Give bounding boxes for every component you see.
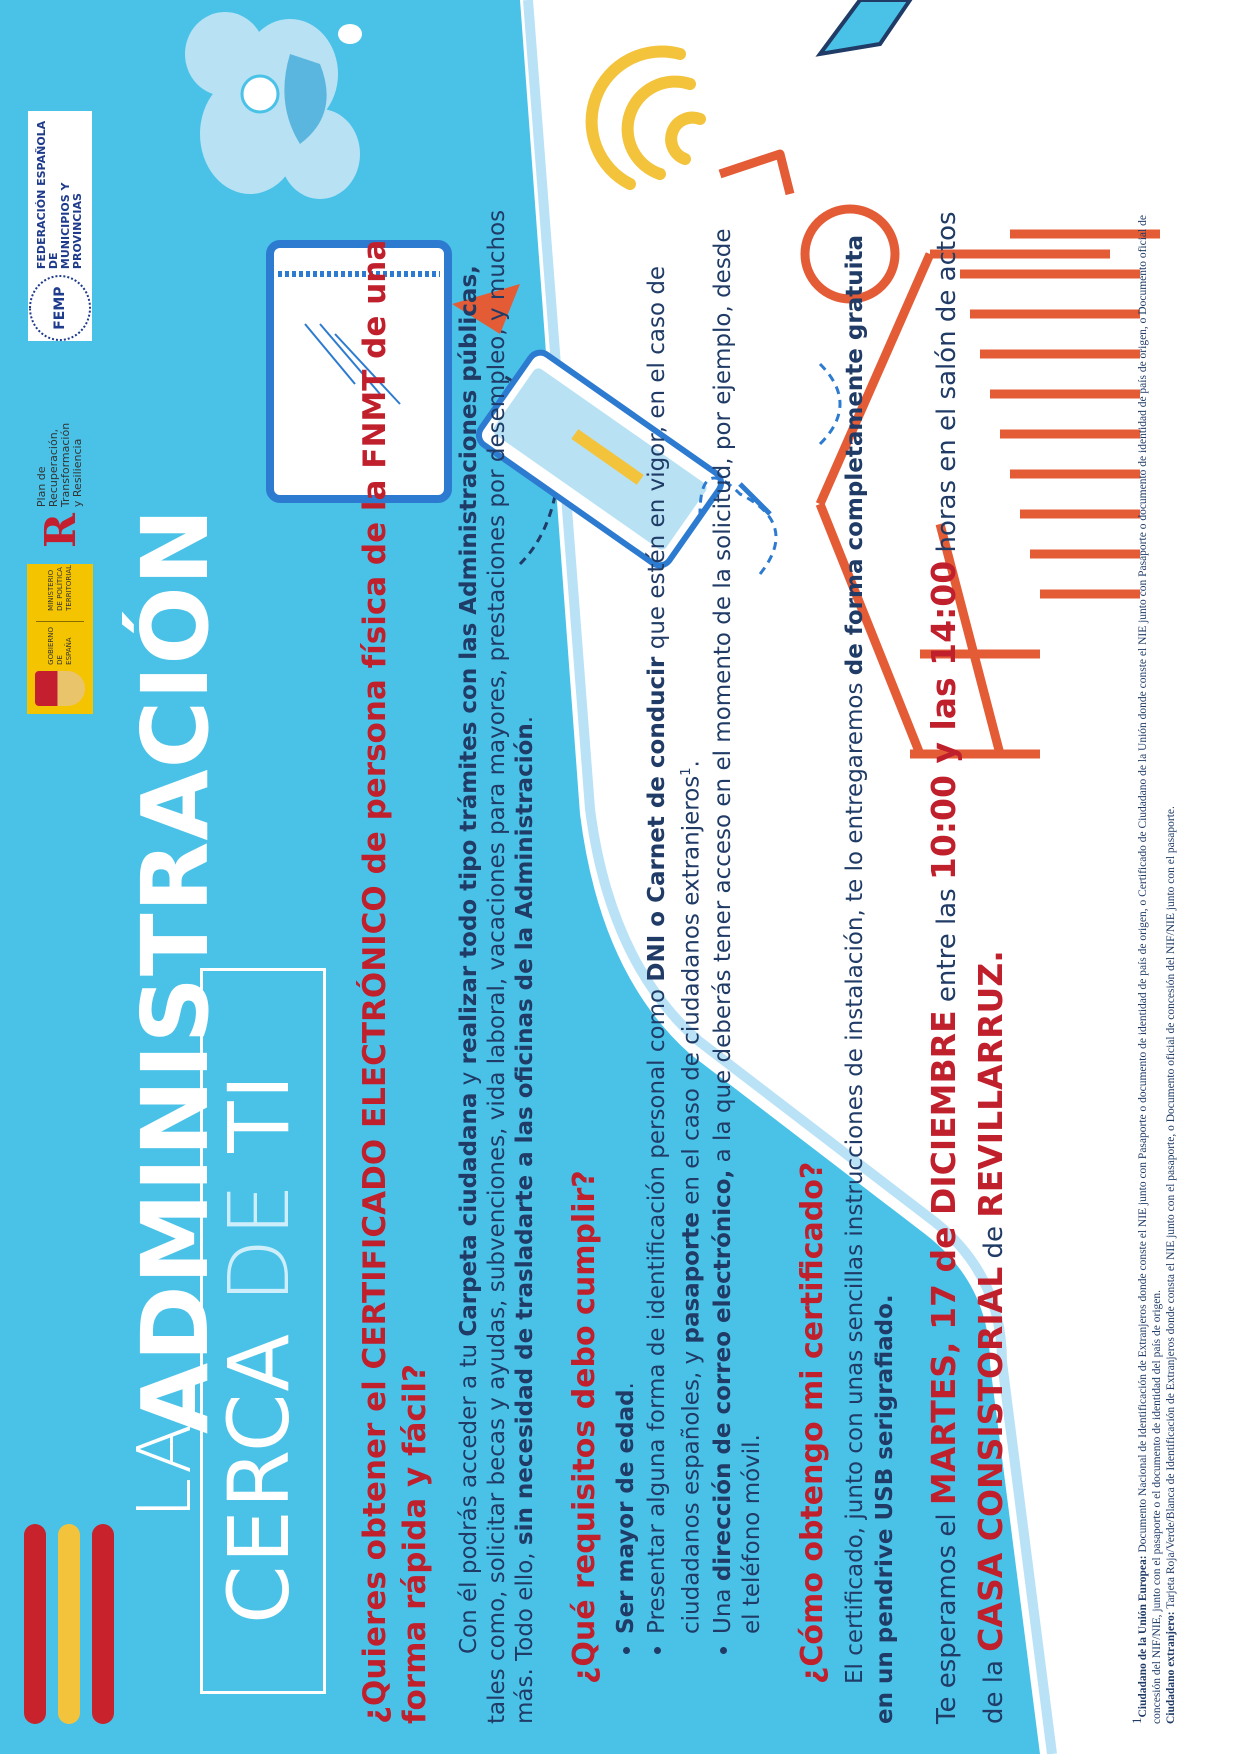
intro-question [355, 204, 435, 1724]
cita-a: Te esperamos el [931, 1505, 962, 1724]
femp-line2: MUNICIPIOS Y PROVINCIAS [59, 182, 84, 270]
subtitle-cerca: CERCA [210, 1331, 308, 1624]
list-item [643, 204, 707, 1634]
req2-pasaporte: pasaporte [678, 1212, 705, 1344]
cita-c: horas en el salón de actos de la [931, 211, 1009, 1724]
femp-text [36, 119, 84, 269]
subtitle-de: DE [210, 1181, 308, 1304]
cita-b: entre las [931, 880, 962, 1011]
intro-p-tramites: realizar todo tipo trámites con las Administraciones públicas, [456, 265, 482, 1065]
intro-p-e: tales como, solicitar becas y ayudas, subvenciones, vida laboral, vacaciones para mayores, prestaciones por desempleo, y muchos más. Todo ello, [484, 209, 538, 1724]
femp-stars-icon [29, 275, 91, 341]
subtitle-ti: TI [210, 1072, 308, 1153]
gobierno-text [47, 626, 74, 665]
intro-q-part2: de persona física de la [357, 468, 393, 886]
intro-q-certificado: CERTIFICADO ELECTRÓNICO [357, 885, 393, 1370]
prtr-line3: y Resiliencia [71, 438, 84, 508]
flag-stripe-yellow [58, 1524, 80, 1724]
obtener-p-gratis: de forma completamente gratuita en un pendrive USB serigrafiado. [841, 235, 898, 1724]
footnote-ue-text: Documento Nacional de Identificación de Extranjeros donde conste el NIE junto con Pasaporte o documento de identidad de país de origen, o Certificado de Ciudadano de la Unión donde conste el NIE junto con Pasaporte o documento de identidad de país de origen, o Documento oficial de concesión del NIF/NIE, junto con el pasaporte o el documento de identidad del país de origen. [1136, 215, 1163, 1724]
gobierno-ministerio-logo [27, 564, 93, 714]
intro-q-fnmt: FNMT [357, 369, 393, 469]
gobierno-line2: DE ESPAÑA [55, 637, 73, 665]
obtener-heading: ¿Cómo obtengo mi certificado? [794, 1161, 830, 1684]
req2-c: que estén en vigor, en el caso de ciudadanos españoles, y [644, 265, 705, 1634]
obtener-p-a: El certificado, junto con unas sencillas instrucciones de instalación, te lo entregaremos [841, 675, 868, 1684]
requisitos-list [612, 204, 767, 1724]
main-text [355, 204, 1016, 1724]
gobierno-line1: GOBIERNO [46, 627, 55, 665]
flag-stripe-red-1 [24, 1524, 46, 1724]
req2-a: Presentar alguna forma de identificación personal como [644, 981, 670, 1634]
intro-p-a: Con él podrás acceder a tu [456, 1336, 482, 1654]
req2-e: en el caso de ciudadanos extranjeros [678, 775, 705, 1213]
prtr-line2: Transformación [59, 422, 72, 508]
logo-separator [36, 621, 84, 622]
femp-line1: FEDERACIÓN ESPAÑOLA DE [35, 120, 60, 270]
intro-p-sin-necesidad: sin necesidad de trasladarte a las oficinas de la Administración [512, 723, 538, 1546]
title-administracion: ADMINISTRACIÓN [122, 507, 229, 1434]
intro-q-part3: de una forma rápida y fácil? [357, 239, 433, 1724]
req1-end: . [613, 1382, 639, 1390]
ministerio-text [47, 564, 74, 611]
intro-p-c: y [456, 1064, 482, 1093]
prtr-logo [36, 397, 85, 548]
intro-p-g: . [512, 715, 538, 724]
spain-coat-of-arms-icon [35, 671, 85, 706]
ministerio-line2: DE POLÍTICA TERRITORIAL [55, 564, 73, 611]
logos-row [20, 111, 100, 714]
femp-logo [28, 111, 92, 341]
footnote [1130, 204, 1178, 1724]
prtr-line1: Plan de Recuperación, [35, 428, 60, 508]
footnote-ext-text: Tarjeta Roja/Verde/Blanca de Identificación de Extranjeros donde consta el NIE junto con el pasaporte, o Documento oficial de concesión del NIF/NIE junto con el pasaporte. [1164, 806, 1177, 1612]
list-item [709, 204, 767, 1634]
subtitle-cerca-de-ti [210, 1073, 308, 1624]
req2-f: . [678, 760, 705, 768]
intro-q-part1: ¿Quieres obtener el [357, 1369, 393, 1724]
req2-dni: DNI o Carnet de conducir [644, 656, 670, 982]
intro-paragraph [455, 204, 539, 1724]
ministerio-line1: MINISTERIO [46, 569, 55, 611]
femp-mark: FEMP [52, 286, 68, 330]
prtr-text [36, 397, 84, 507]
req1-bold: Ser mayor de edad [613, 1389, 639, 1634]
intro-p-carpeta: Carpeta ciudadana [456, 1092, 482, 1337]
title-la: LA [122, 1421, 208, 1519]
prtr-mark-icon: R [35, 513, 85, 548]
req3-correo: dirección de correo electrónico, [709, 1169, 736, 1582]
footnote-ue-label: Ciudadano de la Unión Europea: [1136, 1555, 1149, 1718]
obtener-paragraph [840, 204, 900, 1724]
cita-d: de [978, 1217, 1009, 1267]
req2-footnote-ref: 1 [679, 767, 694, 776]
requisitos-heading: ¿Qué requisitos debo cumplir? [567, 1170, 602, 1684]
req3-a: Una [709, 1581, 736, 1634]
flag-stripe-red-2 [92, 1524, 114, 1724]
cita-hours: 10:00 y las 14:00 [923, 560, 963, 881]
req3-c: a la que deberás tener acceso en el momento de la solicitud, por ejemplo, desde el teléfono móvil. [709, 228, 765, 1634]
footnote-ext-label: Ciudadano extranjero: [1164, 1611, 1177, 1724]
list-item [612, 204, 641, 1634]
wifi-illustration [592, 52, 700, 184]
cita-paragraph [922, 204, 1016, 1724]
cita-town: REVILLARRUZ. [970, 950, 1010, 1218]
footnote-number: 1 [1129, 1717, 1144, 1724]
cita-date: MARTES, 17 de DICIEMBRE [923, 1010, 963, 1506]
cita-place: CASA CONSISTORIAL [970, 1266, 1010, 1652]
